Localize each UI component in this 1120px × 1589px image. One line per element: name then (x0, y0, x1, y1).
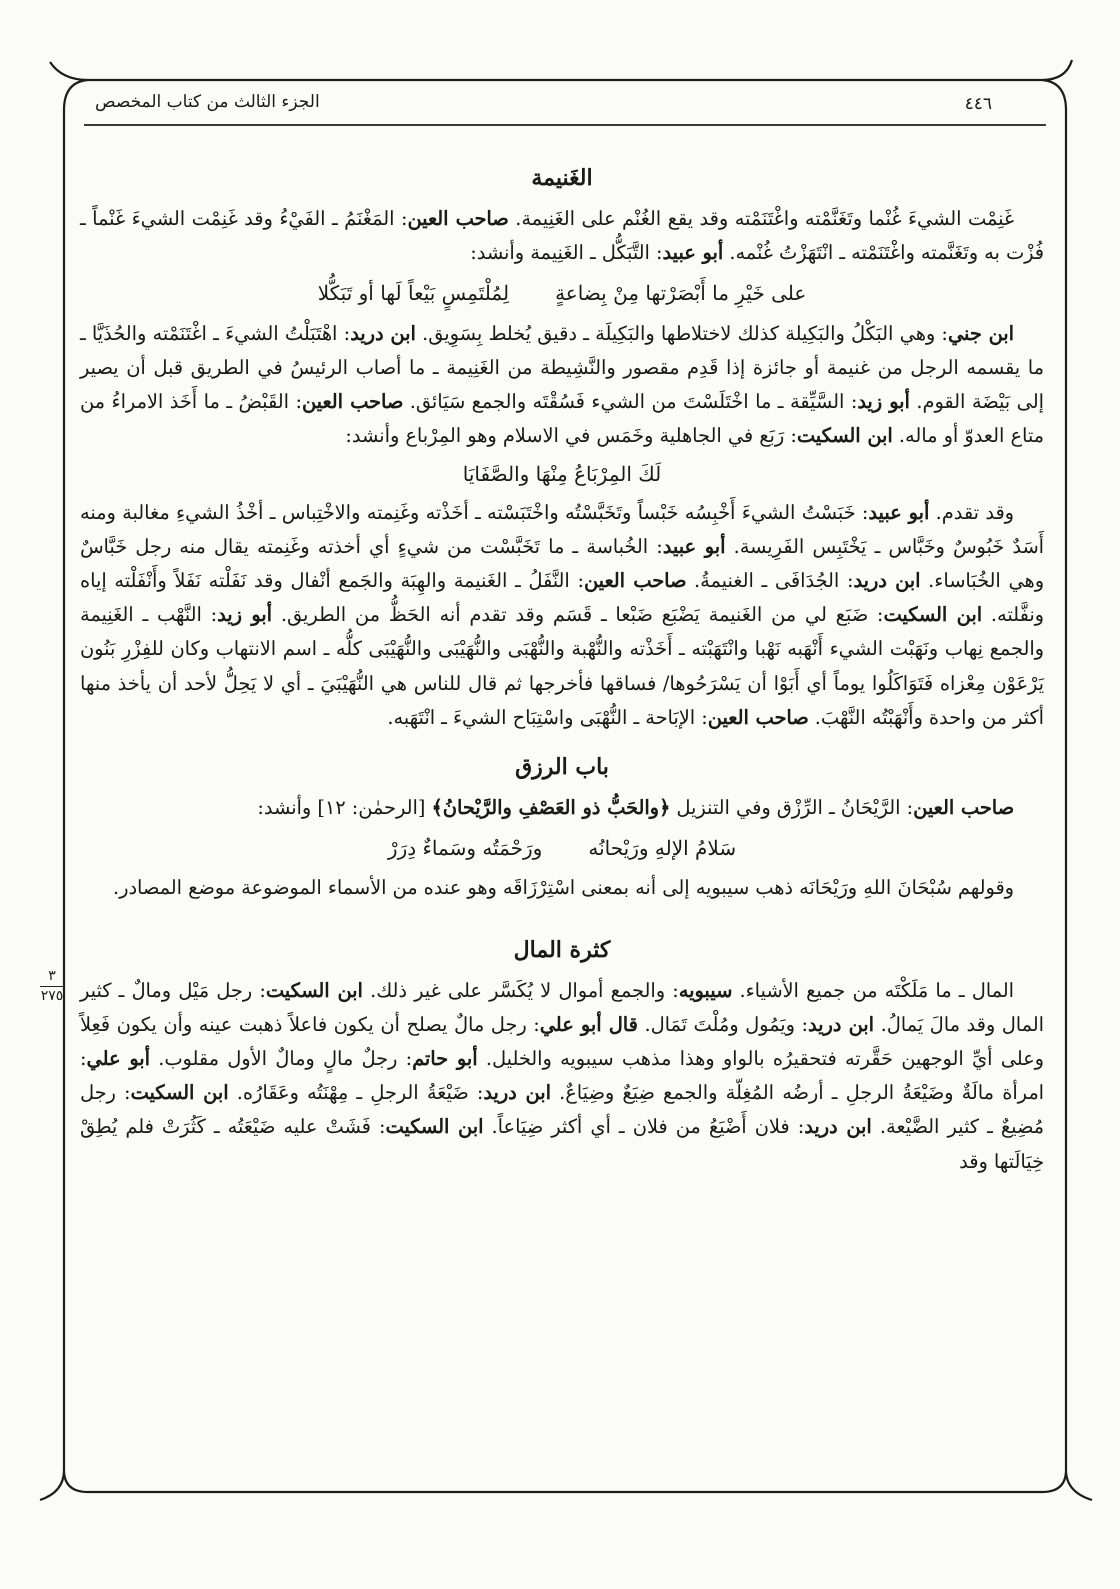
paragraph: وقد تقدم. أبو عبيد: خَبَسْتُ الشيءَ أَخْبِسُه خَبْساً وتَخَبَّسْتُه واخْتَبَسْته ـ أخَذْته وغَنِمته والاخْتِباس ـ أخْذُ الشيءِ مغالبة ومنه أَسَدٌ خَبُوسٌ وخَبَّاس ـ يَخْتَبِس الفَرِيسة. أبو عبيد: الخُباسة ـ ما تَخَبَّسْت من شيءٍ أي أخذته وغَنِمته يقال منه رجل خَبَّاسٌ وهي الخُبَاساء. ابن دريد: الجُدَافَى ـ الغنيمةُ. صاحب العين: النَّفَلُ ـ الغَنيمة والهِبَة والجَمع أنْفال وقد نَفَلْته نَفَلاً وأَنْفَلْته إياه ونفَّلته. ابن السكيت: ضَبَع لي من الغَنيمة يَضْبَع ضَبْعا ـ قَسَم وقد تقدم أنه الحَظُّ من الطريق. أبو زيد: النَّهْب ـ الغَنِيمة والجمع نِهاب ونَهَبْت الشيء أَنْهَبه نَهْبا وانْتَهَبْته ـ أَخَذْته والنُّهْبة والنُّهْبَى والنُّهَيْبَى والنُّهَيْبَى كلُّه ـ اسم الانتهاب وكان للفِزْرِ بَنُون يَرْعَوْن مِعْزاه فَتَوَاكَلُوا يوماً أي أَبَوْا أن يَسْرَحُوها/ فساقها فأخرجها ثم قال للناس هي النُّهَيْبَيَ ـ أي لا يَحِلُّ لأحد أن يأخذ منها أكثر من واحدة وأَنْهَبْتُه النَّهْبَ. صاحب العين: الإبَاحة ـ النُّهْبَى واسْتِبَاح الشيءَ ـ انْتَهَبه. (80, 500, 1045, 729)
section-heading-rizq: باب الرزق (515, 754, 609, 781)
section-heading-kathrat-al-mal: كثرة المال (513, 936, 611, 963)
verse-hemistich-second: لِمُلْتَمِسٍ بَيْعاً لَها أو تَبَكُّلا (317, 281, 510, 306)
folio-divider (40, 986, 64, 987)
verse-hemistich-second: ورَحْمَتُه وسَماءٌ دِرَرْ (387, 836, 543, 861)
verse-hemistich-first: سَلامُ الإلهِ ورَيْحانُه (588, 836, 737, 861)
main-text (80, 160, 1044, 1179)
verse-line (80, 276, 1044, 310)
manuscript-folio-marker (40, 968, 64, 1005)
paragraph: المال ـ ما مَلَكْتَه من جميع الأشياء. سيبويه: والجمع أموال لا يُكَسَّر على غير ذلك. ابن السكيت: رجل مَيْل ومالٌ ـ كثير المال وقد مالَ يَمالُ. ابن دريد: ويَمُول ومُلْتَ تَمَال. قال أبو علي: رجل مالٌ يصلح أن يكون فاعلاً ذهبت عينه وأن يكون فَعِلاً وعلى أيِّ الوجهين حَقَّرته فتحقيرُه بالواو وهذا مذهب سيبويه والخليل. أبو حاتم: رجلٌ مالٍ ومالٌ الأول مقلوب. أبو علي: امرأة مالَةٌ وضَيْعَةُ الرجلِ ـ أرضُه المُغِلّة والجمع ضِيَعٌ وضِيَاعٌ. ابن دريد: ضَيْعَةُ الرجلِ ـ مِهْنَتُه وعَقَارُه. ابن السكيت: رجل مُضِيعٌ ـ كثير الضَّيْعة. ابن دريد: فلان أَضْيَعُ من فلان ـ أي أكثر ضِيَاعاً. ابن السكيت: فَشَتْ عليه ضَيْعَتُه ـ كَثُرَتْ فلم يُطِقْ خِيَالَتها وقد (80, 978, 1044, 1173)
verse-line (80, 831, 1044, 865)
paragraph: وقولهم سُبْحَانَ اللهِ ورَيْحَانَه ذهب سيبويه إلى أنه بمعنى اسْتِرْزَاقَه وهو عنده من الأسماء الموضوعة موضع المصادر. (113, 876, 1014, 900)
page-number: ٤٤٦ (964, 94, 992, 114)
paragraph: صاحب العين: الرَّيْحَانُ ـ الرِّزْق وفي التنزيل ﴿والحَبُّ ذو العَصْفِ والرَّيْحانُ﴾ [الرحمٰن: ١٢] وأنشد: (257, 796, 1014, 820)
verse-hemistich-first: على خَيْرِ ما أَبْصَرْتها مِنْ بِضاعةٍ (555, 281, 807, 306)
folio-number: ٣ (48, 968, 56, 984)
section-heading-ghanima: الغَنيمة (531, 165, 593, 191)
folio-page: ٢٧٥ (40, 988, 64, 1004)
running-header-title: الجزء الثالث من كتاب المخصص (95, 92, 320, 112)
paragraph: غَنِمْت الشيءَ غُنْما وتَغَنَّمْته واغْتَنَمْته وقد يقع الغُنْم على الغَنِيمة. صاحب العين: المَغْنَمُ ـ الفَيْءُ وقد غَنِمْت الشيءَ غَنْماً ـ فُزْت به وتَغَنَّمته واغْتَنَمْته ـ انْتَهَزْتُ غُنْمه. أبو عبيد: التَّبَكُّل ـ الغَنِيمة وأنشد: (80, 207, 1044, 265)
paragraph: ابن جني: وهي البَكْلُ والبَكِيلة كذلك لاختلاطها والبَكِيلَة ـ دقيق يُخلط بِسَوِيق. ابن دريد: اهْتَبَلْتُ الشيءَ ـ اغْتَنَمْته والحُذَيَّا ـ ما يقسمه الرجل من غنيمة أو جائزة إذا قَدِم مقصور والنَّشِيطة من الغَنِيمة ـ ما أصاب الرئيسُ في الطريق قبل أن يصير إلى بَيْضَة القوم. أبو زيد: السَّيِّقة ـ ما اخْتَلَسْتَ من الشيء فَسُقْتَه والجمع سَيَائق. صاحب العين: القَبْضُ ـ ما أَخَذ الامراءُ من متاع العدوّ أو ماله. ابن السكيت: رَبَع في الجاهلية وخَمَس في الاسلام وهو المِرْباع وأنشد: (80, 321, 1044, 448)
verse-line-single: لَكَ المِرْبَاعُ مِنْهَا والصَّفَايَا (462, 462, 662, 487)
